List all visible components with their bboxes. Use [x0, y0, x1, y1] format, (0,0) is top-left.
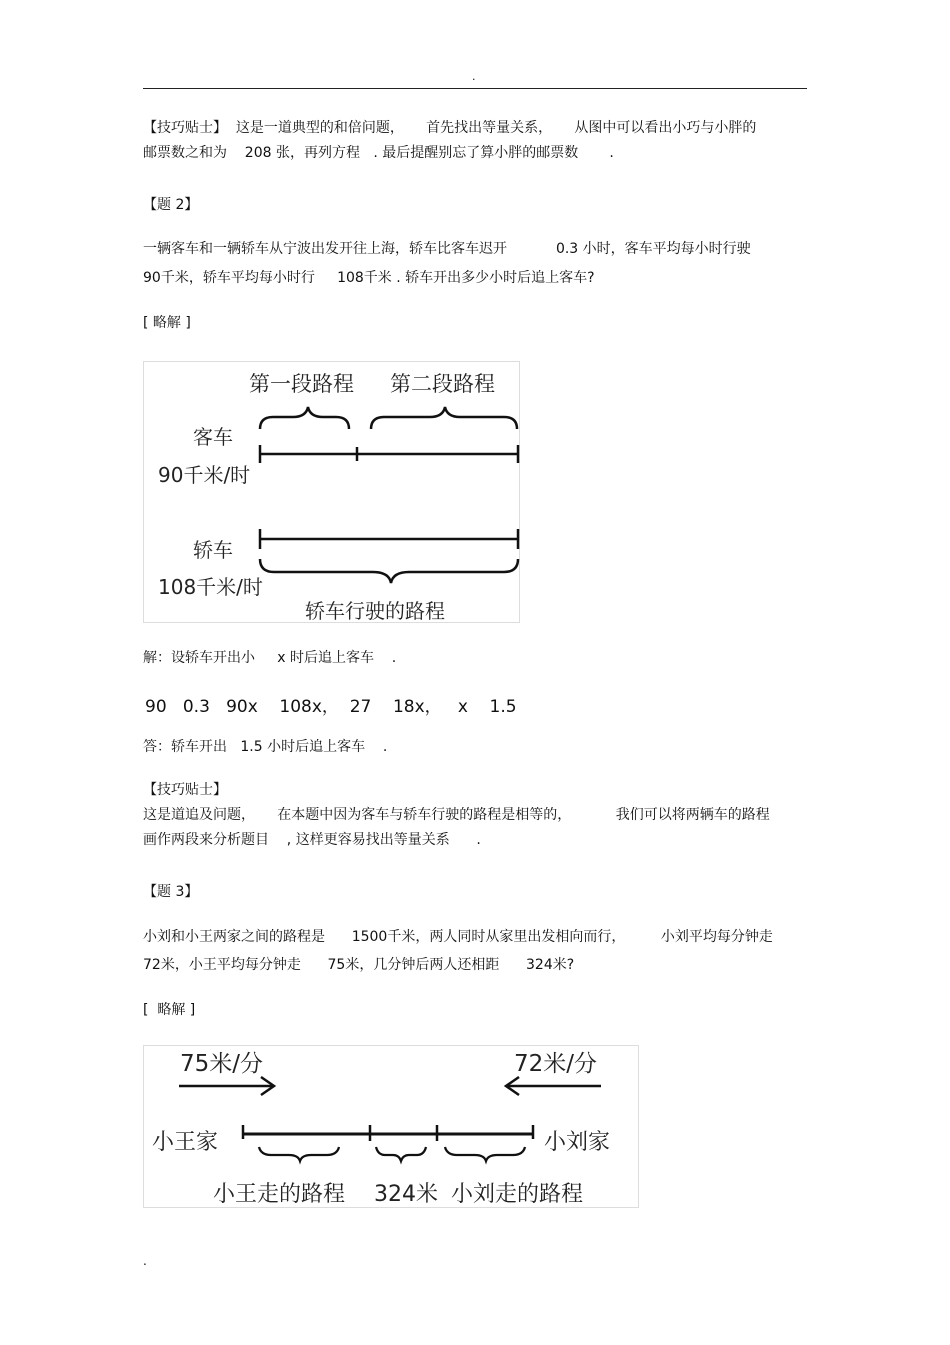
right-path-label: 小刘走的路程 [451, 1182, 584, 1207]
right-speed-label: 72米/分 [514, 1051, 598, 1077]
tip1-line1: 【技巧贴士】 这是一道典型的和倍问题， 首先找出等量关系， 从图中可以看出小巧与小胖的 [143, 120, 757, 136]
q3-brief: [ 略解 ] [143, 1002, 196, 1018]
car-label: 轿车 [193, 538, 233, 562]
seg2-label: 第二段路程 [390, 372, 495, 396]
catch-up-diagram [143, 361, 520, 623]
q2-answer: 答：轿车开出 1.5 小时后追上客车 . [143, 739, 388, 755]
q3-title: 【题 3】 [143, 884, 199, 900]
meeting-diagram [143, 1045, 639, 1208]
left-home-label: 小王家 [152, 1130, 219, 1155]
q2-title: 【题 2】 [143, 197, 199, 213]
q3-line1: 小刘和小王两家之间的路程是 1500千米，两人同时从家里出发相向而行， 小刘平均每分钟走 [143, 929, 773, 945]
bus-speed: 90千米/时 [158, 463, 251, 487]
q2-brief: [ 略解 ] [143, 315, 191, 331]
q2-line2: 90千米，轿车平均每小时行 108千米 . 轿车开出多少小时后追上客车? [143, 270, 595, 286]
q2-solve: 解：设轿车开出小 x 时后追上客车 . [143, 650, 397, 666]
bus-label: 客车 [193, 425, 233, 449]
header-rule [143, 88, 807, 89]
car-path-label: 轿车行驶的路程 [305, 599, 445, 623]
footer-dot: . [143, 1254, 147, 1268]
seg1-label: 第一段路程 [249, 372, 354, 396]
tip1-line2: 邮票数之和为 208 张，再列方程 . 最后提醒别忘了算小胖的邮票数 . [143, 145, 614, 161]
q2-line1: 一辆客车和一辆轿车从宁波出发开往上海，轿车比客车迟开 0.3 小时，客车平均每小时行驶 [143, 241, 751, 257]
right-home-label: 小刘家 [544, 1130, 611, 1155]
q2-equation: 90 0.3 90x 108x， 27 18x， x 1.5 [145, 697, 517, 717]
car-speed: 108千米/时 [158, 575, 263, 599]
gap-label: 324米 [374, 1182, 438, 1207]
left-path-label: 小王走的路程 [213, 1182, 346, 1207]
left-speed-label: 75米/分 [180, 1051, 264, 1077]
q2-tip-title: 【技巧贴士】 [143, 782, 227, 798]
q3-line2: 72米，小王平均每分钟走 75米，几分钟后两人还相距 324米? [143, 957, 575, 973]
q2-tip-line1: 这是道追及问题， 在本题中因为客车与轿车行驶的路程是相等的， 我们可以将两辆车的路程 [143, 807, 770, 823]
q2-tip-line2: 画作两段来分析题目 , 这样更容易找出等量关系 . [143, 832, 481, 848]
header-dot: . [472, 70, 476, 83]
